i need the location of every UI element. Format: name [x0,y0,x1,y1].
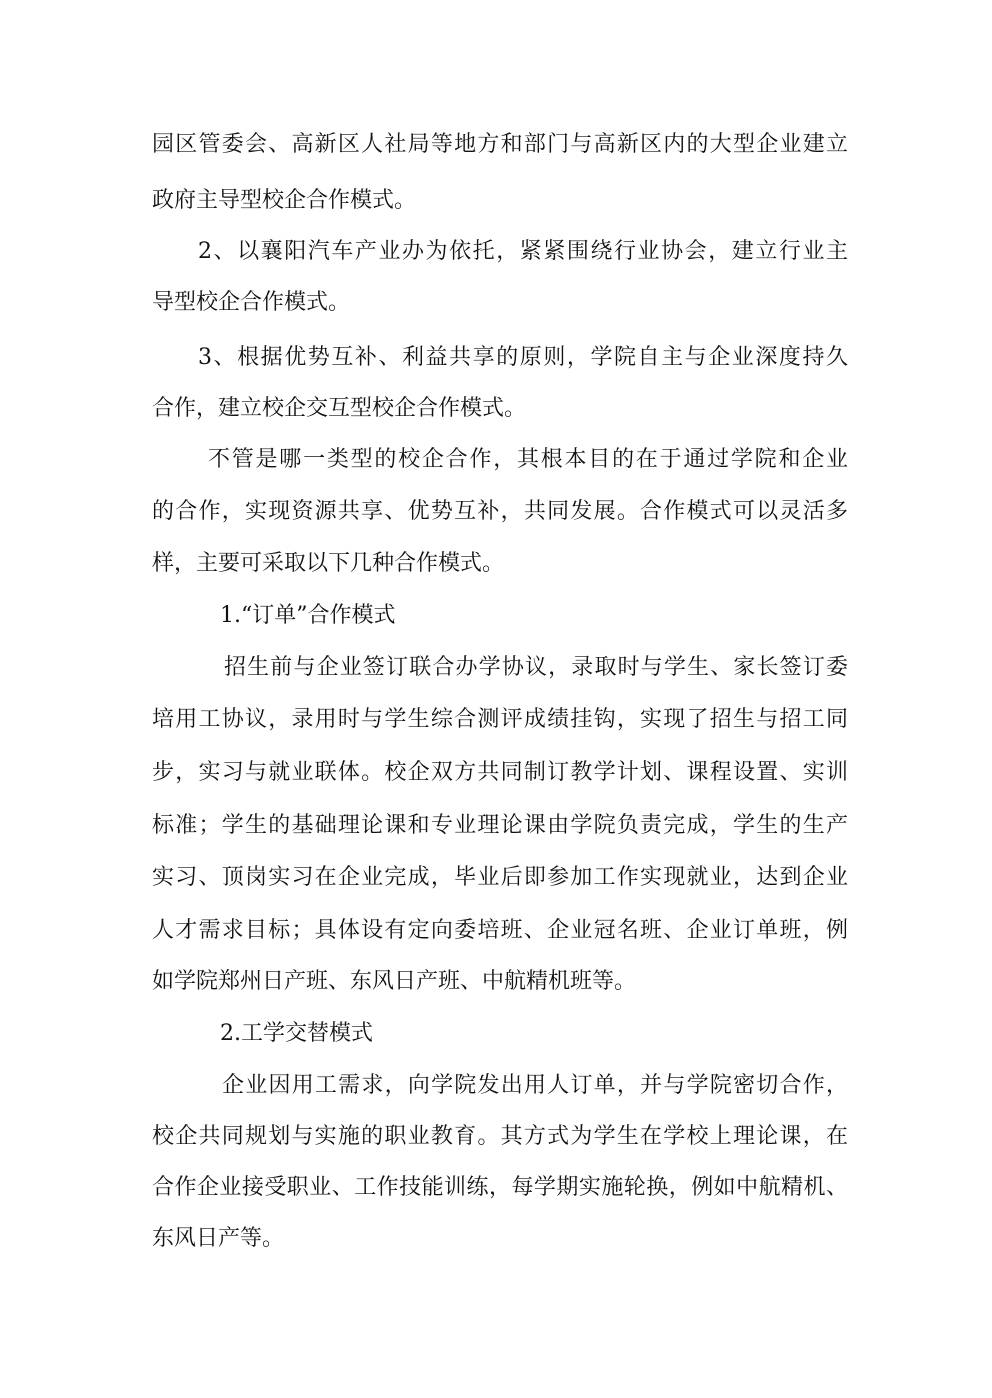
paragraph-line: 合作企业接受职业、工作技能训练，每学期实施轮换，例如中航精机、 [152,1175,848,1200]
paragraph-line: 样，主要可采取以下几种合作模式。 [152,551,505,576]
paragraph-line: 政府主导型校企合作模式。 [152,188,417,213]
paragraph-line: 标准；学生的基础理论课和专业理论课由学院负责完成，学生的生产 [152,813,848,838]
paragraph-line: 如学院郑州日产班、东风日产班、中航精机班等。 [152,969,637,994]
paragraph-line: 合作，建立校企交互型校企合作模式。 [152,396,527,421]
paragraph-line: 东风日产等。 [152,1226,285,1251]
paragraph-line: 招生前与企业签订联合办学协议，录取时与学生、家长签订委 [224,655,848,680]
paragraph-line: 不管是哪一类型的校企合作，其根本目的在于通过学院和企业 [208,447,848,472]
paragraph-line: 的合作，实现资源共享、优势互补，共同发展。合作模式可以灵活多 [152,499,848,524]
paragraph-line: 人才需求目标；具体设有定向委培班、企业冠名班、企业订单班，例 [152,918,848,943]
section-heading: 1.“订单”合作模式 [220,603,396,628]
paragraph-line: 3、根据优势互补、利益共享的原则，学院自主与企业深度持久 [198,345,848,370]
paragraph-line: 企业因用工需求，向学院发出用人订单，并与学院密切合作， [222,1073,848,1098]
paragraph-line: 导型校企合作模式。 [152,290,351,315]
paragraph-line: 2、以襄阳汽车产业办为依托，紧紧围绕行业协会，建立行业主 [198,239,848,264]
paragraph-line: 步，实习与就业联体。校企双方共同制订教学计划、课程设置、实训 [152,760,848,785]
paragraph-line: 园区管委会、高新区人社局等地方和部门与高新区内的大型企业建立 [152,132,848,157]
section-heading: 2.工学交替模式 [220,1021,373,1046]
paragraph-line: 校企共同规划与实施的职业教育。其方式为学生在学校上理论课，在 [152,1124,848,1149]
paragraph-line: 培用工协议，录用时与学生综合测评成绩挂钩，实现了招生与招工同 [152,707,848,732]
paragraph-line: 实习、顶岗实习在企业完成，毕业后即参加工作实现就业，达到企业 [152,865,848,890]
